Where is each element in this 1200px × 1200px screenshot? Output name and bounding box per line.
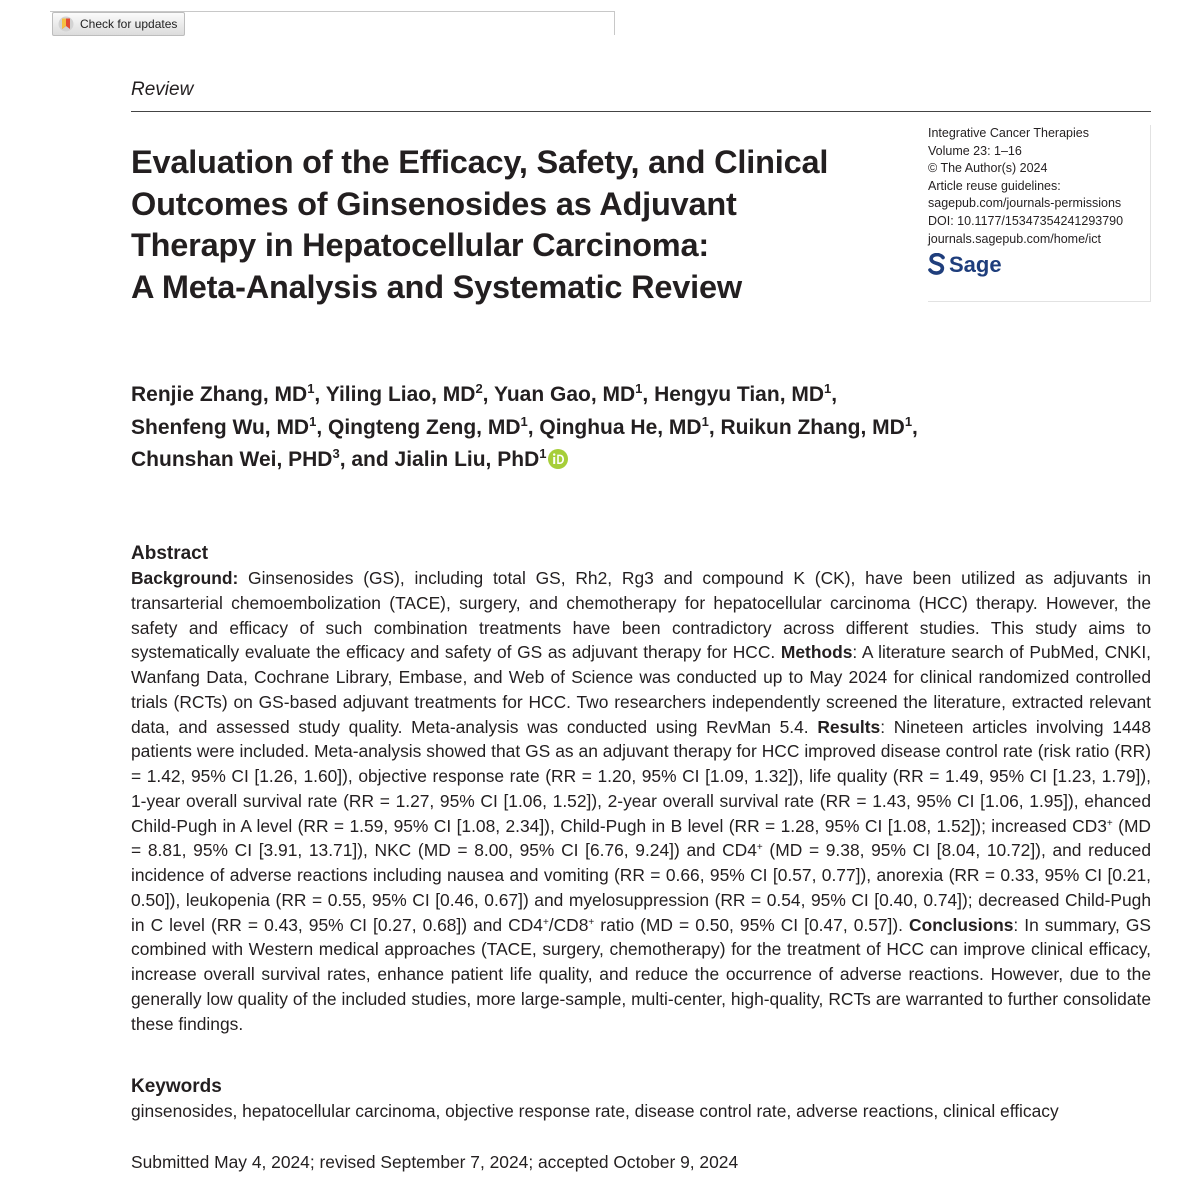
- author-separator: ,: [708, 415, 721, 439]
- author-separator: ,: [482, 383, 494, 406]
- background-label: Background:: [131, 568, 239, 588]
- methods-text: : A literature search of PubMed, CNKI, Wanfang Data, Cochrane Library, Embase, and Web of Science was conducted up to May 2024 for clinical randomized controlled trials (RCTs) on GS-based adjuvant treatments for HCC. Two researchers independently screened the literature, extracted relevant data, and assessed study quality. Meta-analysis was conducted using RevMan 5.4.: [131, 642, 1151, 737]
- journal-volume: Volume 23: 1–16: [928, 143, 1022, 158]
- background-text: Ginsenosides (GS), including total GS, Rh2, Rg3 and compound K (CK), have been utilized as adjuvants in transarterial chemoembolization (TACE), surgery, and chemotherapy for hepatocellular carcinoma (HCC) therapy. However, the safety and efficacy of such combination treatments have been contradictory across different studies. This study aims to systematically evaluate the efficacy and safety of GS as adjuvant therapy for HCC.: [131, 568, 1151, 663]
- superscript-plus: +: [588, 916, 595, 928]
- abstract-section: [131, 542, 1151, 1036]
- author-separator: ,: [912, 415, 918, 439]
- superscript-plus: +: [542, 916, 549, 928]
- author-line: [131, 379, 1161, 412]
- doi-link[interactable]: DOI: 10.1177/15347354241293790: [928, 213, 1124, 228]
- reuse-link[interactable]: sagepub.com/journals-permissions: [928, 196, 1122, 211]
- affiliation-mark: 1: [701, 413, 709, 429]
- keywords-heading: Keywords: [131, 1076, 222, 1097]
- journal-info-box: [928, 125, 1151, 302]
- author-line: [131, 444, 1161, 480]
- author-name: Yiling Liao, MD: [325, 383, 476, 406]
- check-for-updates-label: Check for updates: [80, 17, 178, 31]
- abstract-heading: Abstract: [131, 543, 209, 564]
- results-text: (MD = 8.81, 95% CI [3.91, 13.71]), NKC (MD = 8.00, 95% CI [6.76, 9.24]) and CD4: [131, 815, 1151, 861]
- author-line: [131, 412, 1161, 445]
- author-list: [131, 379, 1161, 480]
- affiliation-mark: 1: [520, 413, 528, 429]
- conclusions-label: Conclusions: [909, 914, 1014, 935]
- author-name: Qinghua He, MD: [539, 415, 702, 439]
- check-for-updates-button[interactable]: [52, 12, 185, 36]
- author-name: Chunshan Wei, PHD: [131, 448, 333, 471]
- copyright-notice: © The Author(s) 2024: [928, 161, 1048, 176]
- author-name: Ruikun Zhang, MD: [720, 415, 905, 439]
- author-name: Yuan Gao, MD: [493, 383, 636, 406]
- conclusions-text: : In summary, GS combined with Western medical approaches (TACE, surgery, chemotherapy) for the treatment of HCC can improve clinical efficacy, increase overall survival rates, enhance patient life quality, and reduce the occurrence of adverse reactions. However, due to the generally low quality of the included studies, more large-sample, multi-center, high-quality, RCTs are warranted to further consolidate these findings.: [131, 914, 1151, 1034]
- author-name: Hengyu Tian, MD: [654, 383, 825, 406]
- article-type-label: Review: [131, 79, 194, 100]
- author-separator: ,: [831, 383, 838, 406]
- results-label: Results: [817, 716, 881, 737]
- submission-dates: Submitted May 4, 2024; revised September 7, 2024; accepted October 9, 2024: [131, 1152, 739, 1172]
- author-separator: ,: [642, 383, 655, 406]
- affiliation-mark: 1: [635, 381, 643, 396]
- affiliation-mark: 1: [824, 381, 832, 396]
- journal-homepage-link[interactable]: journals.sagepub.com/home/ict: [928, 231, 1102, 246]
- superscript-plus: +: [756, 842, 763, 854]
- sage-logo-text: Sage: [949, 252, 1002, 278]
- affiliation-mark: 1: [309, 413, 317, 429]
- journal-name: Integrative Cancer Therapies: [928, 126, 1089, 140]
- sage-logo-icon: [928, 253, 945, 277]
- article-title: [131, 142, 916, 308]
- orcid-icon[interactable]: [548, 447, 568, 480]
- title-line: Therapy in Hepatocellular Carcinoma:: [131, 227, 709, 263]
- affiliation-mark: 2: [475, 381, 483, 396]
- crossmark-icon: [58, 16, 74, 32]
- sage-logo: [928, 253, 1150, 277]
- author-separator: ,: [314, 383, 326, 406]
- author-separator: ,: [527, 415, 540, 439]
- affiliation-mark: 1: [307, 381, 315, 396]
- results-text: /CD8: [548, 914, 589, 935]
- author-name: Renjie Zhang, MD: [131, 383, 308, 406]
- results-text: ratio (MD = 0.50, 95% CI [0.47, 0.57]).: [594, 914, 910, 935]
- header-rule: [131, 111, 1151, 112]
- abstract-body: [131, 566, 1151, 1036]
- reuse-label: Article reuse guidelines:: [928, 178, 1061, 193]
- title-line: Outcomes of Ginsenosides as Adjuvant: [131, 185, 737, 222]
- title-line: Evaluation of the Efficacy, Safety, and Clinical: [131, 144, 829, 180]
- superscript-plus: +: [1106, 817, 1113, 829]
- title-line: A Meta-Analysis and Systematic Review: [131, 268, 742, 305]
- author-name: Shenfeng Wu, MD: [131, 415, 310, 439]
- results-text: (MD = 9.38, 95% CI [8.04, 10.72]), and reduced incidence of adverse reactions including nausea and vomiting (RR = 0.66, 95% CI [0.57, 0.77]), anorexia (RR = 0.33, 95% CI [0.21, 0.50]), leukopenia (RR = 0.55, 95% CI [0.46, 0.67]) and myelosuppression (RR = 0.54, 95% CI [0.40, 0.74]); decreased Child-Pugh in C level (RR = 0.43, 95% CI [0.27, 0.68]) and CD4: [131, 840, 1151, 935]
- results-text: : Nineteen articles involving 1448 patients were included. Meta-analysis showed that GS as an adjuvant therapy for HCC improved disease control rate (risk ratio (RR) = 1.42, 95% CI [1.26, 1.60]), objective response rate (RR = 1.20, 95% CI [1.09, 1.32]), life quality (RR = 1.49, 95% CI [1.23, 1.79]), 1-year overall survival rate (RR = 1.27, 95% CI [1.06, 1.52]), 2-year overall survival rate (RR = 1.43, 95% CI [1.06, 1.95]), ehanced Child-Pugh in A level (RR = 1.59, 95% CI [1.08, 2.34]), Child-Pugh in B level (RR = 1.28, 95% CI [1.08, 1.52]); increased CD3: [131, 716, 1151, 836]
- author-name: Qingteng Zeng, MD: [328, 415, 521, 439]
- affiliation-mark: 1: [539, 446, 547, 461]
- author-separator: ,: [316, 415, 329, 439]
- methods-label: Methods: [780, 642, 853, 663]
- author-name: Jialin Liu, PhD: [394, 448, 540, 471]
- keywords-list: ginsenosides, hepatocellular carcinoma, objective response rate, disease control rate, adverse reactions, clinical efficacy: [131, 1101, 1059, 1121]
- affiliation-mark: 3: [332, 446, 340, 461]
- author-separator: , and: [339, 448, 395, 471]
- affiliation-mark: 1: [904, 413, 913, 429]
- keywords-section: [131, 1075, 1151, 1123]
